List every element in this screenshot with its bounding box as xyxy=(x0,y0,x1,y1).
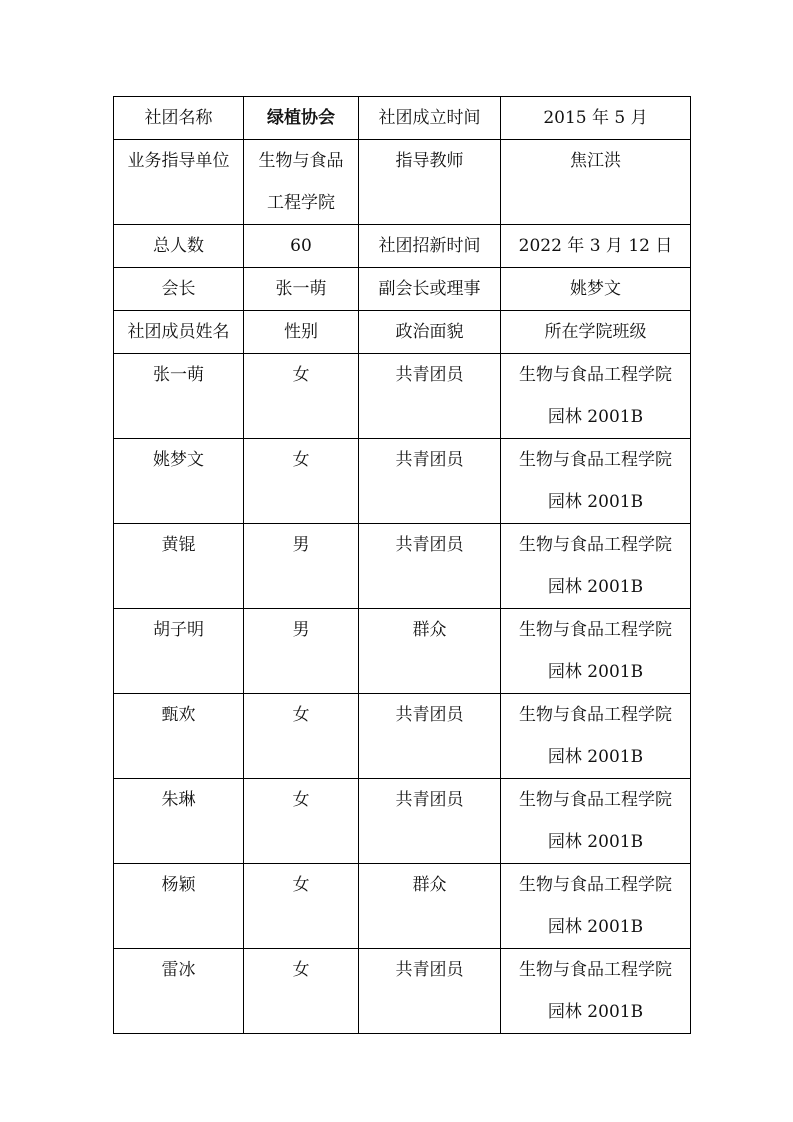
member-row xyxy=(114,779,691,864)
member-political: 共青团员 xyxy=(359,524,501,609)
member-gender: 女 xyxy=(244,354,359,439)
recruit-label: 社团招新时间 xyxy=(359,225,501,268)
unit-value-line2: 工程学院 xyxy=(267,193,335,213)
club-name-value: 绿植协会 xyxy=(244,97,359,140)
club-name-row xyxy=(114,97,691,140)
member-college xyxy=(501,949,691,1034)
member-college xyxy=(501,779,691,864)
member-college-line2: 园林 2001B xyxy=(547,1002,644,1022)
recruit-value: 2022 年 3 月 12 日 xyxy=(501,225,691,268)
member-name-header: 社团成员姓名 xyxy=(114,311,244,354)
member-row xyxy=(114,864,691,949)
member-row xyxy=(114,439,691,524)
member-name: 杨颖 xyxy=(114,864,244,949)
member-row xyxy=(114,609,691,694)
member-gender: 男 xyxy=(244,609,359,694)
member-gender: 女 xyxy=(244,864,359,949)
vp-label: 副会长或理事 xyxy=(359,268,501,311)
member-college-header: 所在学院班级 xyxy=(501,311,691,354)
member-political: 共青团员 xyxy=(359,779,501,864)
advisor-label: 指导教师 xyxy=(359,140,501,225)
member-college-line2: 园林 2001B xyxy=(547,832,644,852)
advisor-value: 焦江洪 xyxy=(501,140,691,225)
member-name: 甄欢 xyxy=(114,694,244,779)
unit-value xyxy=(244,140,359,225)
member-college-line1: 生物与食品工程学院 xyxy=(519,535,672,555)
member-political: 群众 xyxy=(359,864,501,949)
member-gender: 女 xyxy=(244,779,359,864)
member-name: 雷冰 xyxy=(114,949,244,1034)
members-header-row xyxy=(114,311,691,354)
total-row xyxy=(114,225,691,268)
member-row xyxy=(114,354,691,439)
member-political: 群众 xyxy=(359,609,501,694)
member-college-line1: 生物与食品工程学院 xyxy=(519,450,672,470)
member-college-line1: 生物与食品工程学院 xyxy=(519,705,672,725)
member-college-line1: 生物与食品工程学院 xyxy=(519,875,672,895)
member-college xyxy=(501,354,691,439)
member-college xyxy=(501,609,691,694)
member-college-line1: 生物与食品工程学院 xyxy=(519,365,672,385)
member-name: 朱琳 xyxy=(114,779,244,864)
member-college-line2: 园林 2001B xyxy=(547,747,644,767)
club-info-table xyxy=(113,96,691,1034)
member-college-line1: 生物与食品工程学院 xyxy=(519,790,672,810)
founded-label: 社团成立时间 xyxy=(359,97,501,140)
member-political-header: 政治面貌 xyxy=(359,311,501,354)
member-college-line2: 园林 2001B xyxy=(547,492,644,512)
member-political: 共青团员 xyxy=(359,949,501,1034)
member-college xyxy=(501,439,691,524)
member-political: 共青团员 xyxy=(359,354,501,439)
member-gender: 女 xyxy=(244,439,359,524)
member-college-line2: 园林 2001B xyxy=(547,662,644,682)
member-college-line2: 园林 2001B xyxy=(547,577,644,597)
founded-value: 2015 年 5 月 xyxy=(501,97,691,140)
club-name-label: 社团名称 xyxy=(114,97,244,140)
president-label: 会长 xyxy=(114,268,244,311)
unit-row xyxy=(114,140,691,225)
unit-label: 业务指导单位 xyxy=(114,140,244,225)
unit-value-line1: 生物与食品 xyxy=(258,151,344,171)
member-name: 张一萌 xyxy=(114,354,244,439)
total-label: 总人数 xyxy=(114,225,244,268)
member-name: 黄锟 xyxy=(114,524,244,609)
member-political: 共青团员 xyxy=(359,694,501,779)
member-gender-header: 性别 xyxy=(244,311,359,354)
member-name: 胡子明 xyxy=(114,609,244,694)
member-college xyxy=(501,694,691,779)
member-college xyxy=(501,864,691,949)
member-college-line1: 生物与食品工程学院 xyxy=(519,960,672,980)
member-row xyxy=(114,949,691,1034)
member-row xyxy=(114,694,691,779)
total-value: 60 xyxy=(244,225,359,268)
member-college-line2: 园林 2001B xyxy=(547,407,644,427)
president-row xyxy=(114,268,691,311)
member-row xyxy=(114,524,691,609)
member-political: 共青团员 xyxy=(359,439,501,524)
member-college-line2: 园林 2001B xyxy=(547,917,644,937)
member-gender: 男 xyxy=(244,524,359,609)
member-name: 姚梦文 xyxy=(114,439,244,524)
member-gender: 女 xyxy=(244,949,359,1034)
member-college-line1: 生物与食品工程学院 xyxy=(519,620,672,640)
president-value: 张一萌 xyxy=(244,268,359,311)
member-college xyxy=(501,524,691,609)
vp-value: 姚梦文 xyxy=(501,268,691,311)
member-gender: 女 xyxy=(244,694,359,779)
